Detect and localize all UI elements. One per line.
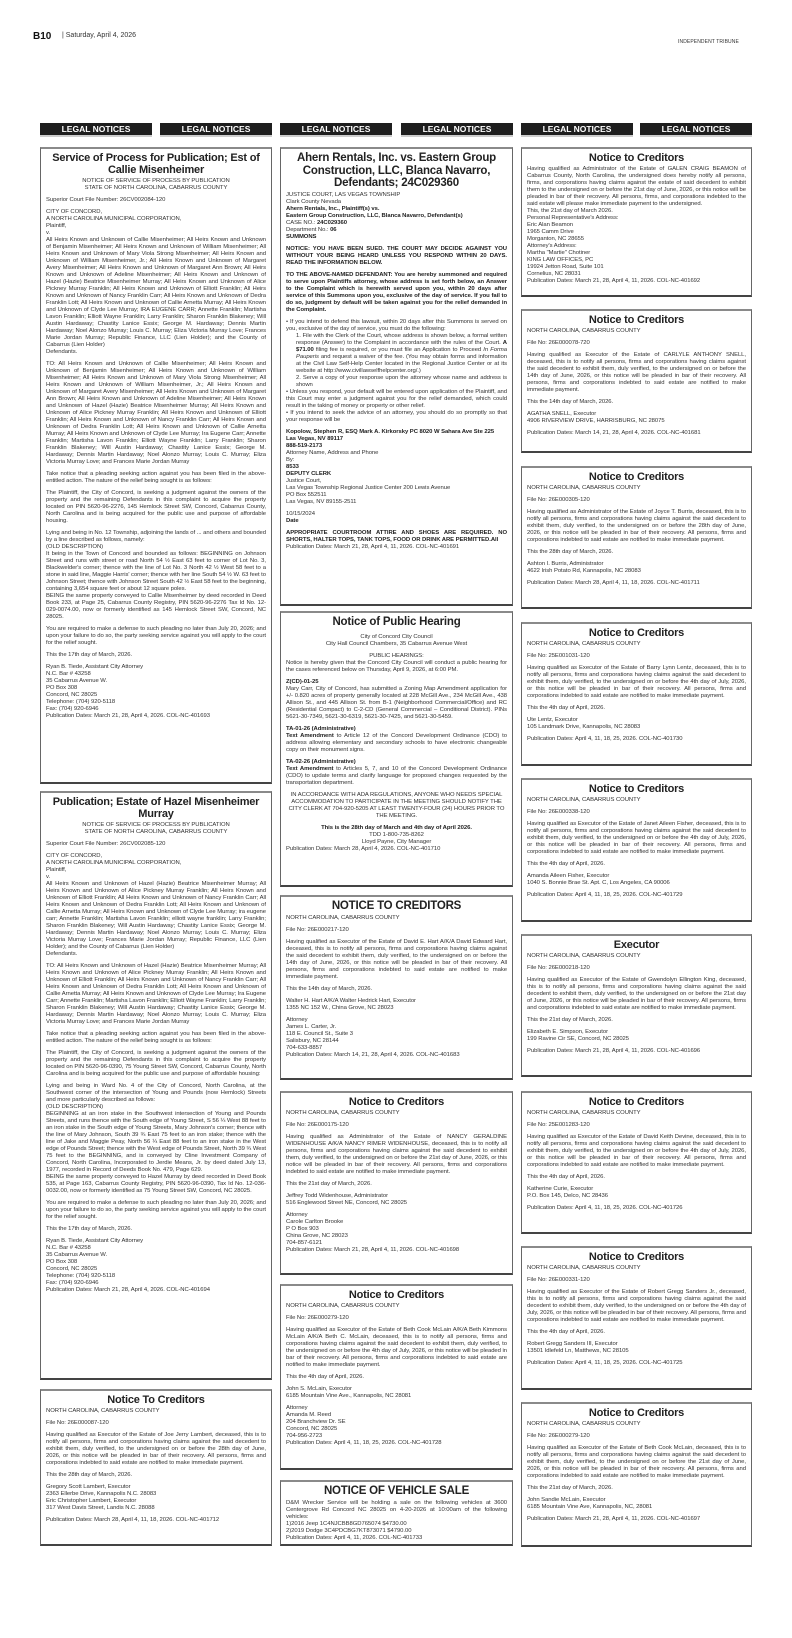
notice-paragraph: The Plaintiff, the City of Concord, is seeking a judgment against the owners of the property and the remaining Defendants in this complaint to acquire the property located on PIN 5620-96-2276, 145 Hemlock Street SW, Concord, Cabarrus County, North Carolina and is being acquired for the public use and purpose of affordable housing.: [46, 490, 266, 524]
notice-paragraph: File No: 26E000338-120: [527, 809, 590, 815]
text-run: Kopolow, Stephen R, ESQ Mark A. Kirkorsky PC 8020 W Sahara Ave Ste 225 Las Vegas, NV 89117 888-519-2173: [286, 428, 495, 449]
text-run: Date: [286, 517, 299, 524]
notice-paragraph: NORTH CAROLINA, CABARRUS COUNTY: [527, 1265, 641, 1271]
notice-paragraph: Superior Court File Number: 26CV002084-120: [46, 197, 166, 203]
notice-paragraph: [286, 511, 507, 525]
notice-paragraph: [286, 759, 507, 787]
notice-paragraph: Jeffrey Todd Widenhouse, Administrator 516 Englewood Street NE, Concord, NC 28025: [286, 1193, 408, 1206]
legal-notice: [521, 309, 752, 453]
notice-paragraph: This the 4th day of April, 2026.: [527, 705, 605, 711]
text-run: 8533 DEPUTY CLERK: [286, 463, 332, 477]
notice-paragraph: Publication Dates: March 28, April 4, 2026. COL-NC-401710: [286, 845, 441, 852]
notice-paragraph: Take notice that a pleading seeking action against you has been filed in the above-entitled action. The nature of the relief being sought is as follows:: [46, 1031, 266, 1044]
text-run: to Article 12 of the Concord Development Ordinance (CDO) to address allowing elementary and secondary schools to have electronic changeable copy on their monument signs.: [286, 732, 507, 753]
text-run: 1. File with the Clerk of the Court, whose address is shown below, a formal written response (Answer) to the Complaint in accordance with the rules of the Court.: [296, 332, 507, 346]
legal-notice: [280, 611, 513, 887]
notice-paragraph: NORTH CAROLINA, CABARRUS COUNTY: [286, 914, 400, 921]
notice-paragraph: NOTICE: YOU HAVE BEEN SUED. THE COURT MAY DECIDE AGAINST YOU WITHOUT YOUR BEING HEARD UNLESS YOU RESPOND WITHIN 20 DAYS. READ THE INFORMATION BELOW.: [286, 245, 507, 266]
notice-paragraph: [286, 825, 507, 846]
notice-title: Notice to Creditors: [588, 1407, 685, 1419]
notice-title: Ahern Rentals, Inc. vs. Eastern Group Construction, LLC, Blanca Navarro, Defendants; 24C029360: [296, 152, 497, 189]
notice-paragraph: Publication Dates: April 4, 11, 18, 25, 2026. COL-NC-401725: [527, 1360, 683, 1366]
notice-paragraph: John S. McLain, Executor 6185 Mountain Vine Ave., Kannapolis, NC 28081: [286, 1386, 412, 1399]
notice-paragraph: This the 28th day of March, 2026.: [46, 1472, 133, 1478]
notice-paragraph: This the 4th day of April, 2026.: [527, 1174, 605, 1180]
notice-paragraph: 2. Serve a copy of your response upon the attorney whose name and address is shown: [296, 374, 507, 388]
notice-paragraph: IN ACCORDANCE WITH ADA REGULATIONS, ANYONE WHO NEEDS SPECIAL ACCOMMODATION TO PARTICIPATE IN THE MEETING SHOULD NOTIFY THE CITY CLERK AT 704-920-5205 AT LEAST TWENTY-FOUR (24) HOURS PRIOR TO THE MEETING.: [288, 791, 505, 819]
notice-paragraph: • If you intend to defend this lawsuit, within 20 days after this Summons is served on you, exclusive of the day of service, you must do the following:: [286, 318, 507, 332]
notice-paragraph: [286, 333, 507, 375]
notice-paragraph: NOTICE OF SERVICE OF PROCESS BY PUBLICATION STATE OF NORTH CAROLINA, CABARRUS COUNTY: [82, 178, 230, 191]
notice-paragraph: AGATHA SNELL, Executor 4906 RIVERVIEW DRIVE, HARRISBURG, NC 28075: [527, 411, 665, 424]
notice-title: NOTICE OF VEHICLE SALE: [323, 1485, 470, 1497]
text-run: A $71.00: [296, 339, 507, 353]
notice-paragraph: Walter H. Hart A/K/A Walter Hedrick Hart, Executor 1355 NC 152 W., China Grove, NC 28023: [286, 997, 416, 1011]
notice-paragraph: Publication Dates: March 28, April 4, 11, 18, 2026. COL-NC-401711: [527, 580, 700, 586]
notice-paragraph: PUBLIC HEARINGS:: [369, 652, 424, 659]
text-run: TDD 1-800-735-8262 Lloyd Payne, City Manager: [361, 831, 432, 845]
notice-paragraph: Publication Dates: March 14, 21, 28, April 4, 2026. COL-NC-401681: [527, 430, 701, 436]
section-bar-legal-notices: LEGAL NOTICES: [521, 123, 633, 135]
section-bar-legal-notices: LEGAL NOTICES: [640, 123, 752, 135]
legal-notice: [280, 1480, 513, 1546]
notice-paragraph: NORTH CAROLINA, CABARRUS COUNTY: [286, 1110, 400, 1116]
notice-paragraph: You are required to make a defense to such pleading no later than July 20, 2026; and upon your failure to do so, the party seeking service against you will apply to the court for the relief sought.: [46, 626, 266, 646]
notice-paragraph: John Sandie McLain, Executor 6185 Mountain Vine Ave, Kannapolis, NC, 28081: [527, 1497, 653, 1510]
notice-paragraph: Publication Dates: March 28, April 4, 11, 18, 2026. COL-NC-401712: [46, 1517, 220, 1523]
notice-paragraph: Publication Dates: April 4, 11, 18, 25, 2026. COL-NC-401726: [527, 1205, 683, 1211]
notice-paragraph: Attorney Amanda M. Reed 204 Branchview Dr. SE Concord, NC 28025 704-956-2723 Publication Dates: April 4, 11, 18, 25, 2026. COL-NC-401728: [286, 1405, 442, 1446]
notice-paragraph: NORTH CAROLINA, CABARRUS COUNTY: [527, 953, 641, 959]
notice-paragraph: • Unless you respond, your default will be entered upon application of the Plaintiff, and this Court may enter a judgment against you for the relief demanded, which could result in the taking of money or property or other relief. • If you intend to seek the advice of an attorney, you should do so promptly so that your response will be: [286, 388, 507, 423]
text-run: TA-01-26 (Administrative) Text Amendment: [286, 725, 356, 739]
notice-paragraph: NORTH CAROLINA, CABARRUS COUNTY: [527, 485, 641, 491]
notice-paragraph: Amanda Aileen Fisher, Executor 1040 S. Bonnie Brae St. Apt. C, Los Angeles, CA 90006: [527, 873, 670, 886]
section-bar-legal-notices: LEGAL NOTICES: [40, 123, 152, 135]
notice-paragraph: File No: 26E000087-120: [46, 1420, 109, 1426]
text-run: 06: [330, 226, 337, 233]
notice-paragraph: Having qualified as Executor of the Estate of Janet Aileen Fisher, deceased, this is to notify all persons, firms and corporations having claims against the said decedent to exhibit them, duly verified, to the undersigned on or before the 4th day of July, 2026, or this notice will be pleaded in bar of their recovery. All persons, firms and corporations indebted to said estate are notified to make immediate payment.: [527, 821, 746, 855]
notice-title: Notice To Creditors: [107, 1394, 205, 1406]
notice-paragraph: Elizabeth E. Simpson, Executor 199 Ravine Cir SE, Concord, NC 28025: [527, 1029, 629, 1042]
legal-notice: [280, 147, 513, 606]
notice-paragraph: Take notice that a pleading seeking action against you has been filed in the above-entitled action. The nature of the relief being sought is as follows:: [46, 471, 266, 484]
notice-paragraph: Publication Dates: April 4, 11, 18, 25, 2026. COL-NC-401730: [527, 736, 683, 742]
notice-paragraph: This the 4th day of April, 2026.: [527, 861, 605, 867]
notice-paragraph: Having qualified as Executor of the Estate of Robert Gregg Sanders Jr., deceased, this is to notify all persons, firms and corporations having claims against the said decedent to exhibit them, duly verified, to the undersigned on or before the 4th day of July, 2026, or this notice will be pleaded in bar of their recovery. All persons, firms and corporations indebted to said estate are notified to make immediate payment.: [527, 1289, 746, 1323]
notice-paragraph: This the 28th day of March, 2026.: [527, 549, 614, 555]
legal-notice: [40, 1389, 272, 1546]
notice-paragraph: NORTH CAROLINA, CABARRUS COUNTY: [527, 1110, 641, 1116]
text-run: Ahern Rentals, Inc., Plaintiff(s) vs. Eastern Group Construction, LLC, Blanca Navarro, Defendant(s): [286, 205, 463, 219]
notice-paragraph: File No: 26E000175-120: [286, 1122, 349, 1128]
notice-title: Notice to Creditors: [348, 1289, 445, 1301]
notice-title: Notice to Creditors: [588, 627, 685, 639]
text-run: and request a waiver of the fee. (You may obtain forms and information at the Civil Law Self-Help Center located in the Regional Justice Center or at its website at http://www.civillawselfhelpcenter.org/.): [296, 353, 507, 374]
notice-title: Notice to Creditors: [588, 1096, 685, 1108]
notice-paragraph: This the 21st day of March, 2026.: [527, 1485, 613, 1491]
text-run: filing fee is required, or you must file an Application to Proceed: [313, 346, 484, 353]
text-run: In Forma Pauperis: [296, 346, 507, 360]
notice-paragraph: Having qualified as Administrator of the Estate of NANCY GERALDINE WIDENHOUSE A/K/A NANCY RIMER WIDENHOUSE, deceased, this is to notify all persons, firms and corporations having claims against the said decedent to exhibit them, duly verified, to the undersigned on or before the 21st day of June, 2026, or this notice will be pleaded in bar of their recovery. All persons, firms and corporations indebted to said estate are notified to make immediate payment.: [286, 1134, 507, 1175]
notice-title: Service of Process for Publication; Est of Callie Misenheimer: [52, 152, 260, 176]
notice-paragraph: File No: 26E000217-120: [286, 926, 349, 933]
notice-paragraph: This the 4th day of April, 2026.: [527, 1329, 605, 1335]
notice-paragraph: This the 21st day of March, 2026.: [527, 1017, 613, 1023]
notice-paragraph: Having qualified as Executor of the Estate of CARLYLE ANTHONY SNELL, deceased, this is to notify all persons, firms and corporations having claims against the said decedent to exhibit them, duly verified, to the undersigned on or before the 14th day of June, 2026, or this notice will be pleaded in bar of their recovery. All persons, firms and corporations indebted to said estate are notified to make immediate payment.: [527, 352, 746, 393]
text-run: SUMMONS: [286, 233, 317, 240]
notice-paragraph: NORTH CAROLINA, CABARRUS COUNTY: [46, 1408, 160, 1414]
notice-paragraph: File No: 25E001031-120: [527, 653, 590, 659]
text-run: 10/15/2024: [286, 510, 315, 517]
notice-paragraph: Publication Dates: April 4, 11, 18, 25, 2026. COL-NC-401729: [527, 892, 683, 898]
legal-notice: [521, 622, 752, 766]
text-run: This is the 28th day of March and 4th day of April 2026.: [321, 824, 472, 831]
text-run: TA-02-26 (Administrative) Text Amendment: [286, 758, 356, 772]
text-run: Justice Court, Las Vegas Township Regional Justice Center 200 Lewis Avenue PO Box 552511 Las Vegas, NV 89155-2511: [286, 477, 451, 505]
notice-paragraph: TO: All Heirs Known and Unknown of Callie Misenheimer; All Heirs Known and Unknown of Benjamin Misenheimer; All Heirs Known and Unknown of William Misenheimer; All Heirs Known and Unknown of Mary Viola Strong Misenheimer; All Heirs Known and Unknown of William Misenheimer, Jr.; All Heirs Known and Unknown of Margaret Avery Misenheimer; All Heirs Known and Unknown of Margaret Ann Brown; All Heirs Known and Unknown of Adeline Misenheimer; All Heirs Known and Unknown of Hazel (Hazie) Beatrice Misenheimer Murray; All Heirs Known and Unknown of Alice Pickney Murray Franklin; All Heirs Known and Unknown of Elliott Franklin; All Heirs Known and Unknown of Nancy Franklin Carr; All Heirs Known and Unknown of Dedra Franklin Lott; All Heirs Known and Unknown of Callie Arnetta Murray; All Heirs Known and Unknown of Clyde Lee Murray; Ira Eugene Carr; Annette Franklin; Martisha Lavon Franklin; Elliott Wayne Franklin; Larry Franklin; Sharon Franklin Blakeney; Will Austin Hardaway; Chastity Lanice Essix; George M. Hardaway; Dennis Martin Hardaway; Noel Alonzo Murray; Louis C. Murray; Eliza Victoria Murray Love; and Frances Marie Jordan Murray: [46, 361, 266, 465]
legal-notice: [40, 147, 272, 784]
notice-title: NOTICE TO CREDITORS: [331, 900, 462, 912]
notice-paragraph: City of Concord City Council City Hall Council Chambers, 35 Cabarrus Avenue West: [325, 633, 468, 647]
notice-paragraph: Ryan B. Tiede, Assistant City Attorney N.C. Bar # 43258 35 Cabarrus Avenue W. PO Box 308 Concord, NC 28025 Telephone: (704) 920-5118 Fax: (704) 920-6946 Publication Dates: March 21, 28, April 4, 2026. COL-NC-401693: [46, 664, 210, 719]
notice-paragraph: Lying and being in No. 12 Township, adjoining the lands of ... and others and bounded by a line described as follows, namely: (OLD DESCRIPTION) It being in the Town of Concord and bounded as follows: BEGINNING on Johnson Street and runs with street or road North 54 ½ East 63 feet to corner of Lot No. 3, Blackwelder's corner; thence with the line of Lot No. 3 North 42 ½ West 58 feet to a stone in said line, Maggie Harris' corner; thence with her line South 54 ½ W. 63 feet to Johnson Street; thence with Johnson Street South 42 ½ East 58 feet to the beginning, containing 3,654 square feet or about 12 square poles. BEING the same property conveyed to Callie Misenheimer by deed recorded in Deed Book 233, at Page 25, Cabarrus County Registry, PIN 5620-96-2276 Tax Id No. 12-029-0074.00, now or formerly identified as 145 Hemlock Street SW, Concord, NC 28025.: [46, 530, 266, 620]
notice-paragraph: File No: 26E000279-120: [527, 1433, 590, 1439]
notice-paragraph: [286, 192, 507, 241]
legal-notice: [521, 934, 752, 1077]
notice-paragraph: File No: 25E001283-120: [527, 1122, 590, 1128]
legal-notice: [280, 895, 513, 1080]
notice-paragraph: Having qualified as Executor of the Estate of David E. Hart A/K/A David Edward Hart, deceased, this is to notify all persons, firms and corporations having claims against the said decedent to exhibit them, duly verified, to the undersigned on or before the 14th day of June, 2026, or this notice will be pleaded in bar of their recovery. All persons, firms and corporations indebted to said estate are notified to make immediate payment.: [286, 938, 507, 980]
notice-paragraph: [286, 726, 507, 754]
notice-paragraph: Publication Dates: March 21, 28, April 4, 11, 2026. COL-NC-401696: [527, 1048, 701, 1054]
notice-paragraph: TO THE ABOVE-NAMED DEFENDANT: You are hereby summoned and required to serve upon Plaintiffs attorney, whose address is set forth below, an Answer to the Complaint which is herewith served upon you, within 20 days after service of this Summons upon you, exclusive of the day of service. If you fail to do so, judgment by default will be taken against you for the relief demanded in the Complaint.: [286, 271, 507, 313]
text-run: 24C029360: [316, 219, 347, 226]
notice-paragraph: Gregory Scott Lambert, Executor 2363 Ellerbe Drive, Kannapolis N.C. 28083 Eric Christopher Lambert, Executor 317 West Davis Street, Landis N.C. 28088: [46, 1484, 157, 1511]
notice-title: Notice of Public Hearing: [332, 616, 461, 628]
legal-notice: [521, 1402, 752, 1547]
page-number: B10: [33, 31, 52, 42]
notice-paragraph: Having qualified as Executor of the Estate of David Keith Devine, deceased, this is to notify all persons, firms and corporations having claims against the said decedent to exhibit them, duly verified, to the undersigned on or before the 4th day of July, 2026, or this notice will be pleaded in bar of their recovery. All persons, firms and corporations indebted to said estate are notified to make immediate payment.: [527, 1134, 746, 1168]
notice-paragraph: [286, 679, 507, 721]
text-run: CASE NO.:: [286, 219, 317, 226]
notice-paragraph: Having qualified as Administrator of the Estate of Joyce T. Burris, deceased, this is to notify all persons, firms and corporations having claims against the said decedent to exhibit them, duly verified, to the undersigned on or before the 28th day of June, 2026, or this notice will be pleaded in bar of their recovery. All persons, firms and corporations indebted to said estate are notified to make immediate payment.: [527, 509, 746, 543]
text-run: Attorney Name, Address and Phone By:: [286, 449, 379, 463]
notice-paragraph: This the 17th day of March, 2026.: [46, 1226, 133, 1232]
notice-paragraph: File No: 26E000331-120: [527, 1277, 590, 1283]
newspaper-name: INDEPENDENT TRIBUNE: [678, 39, 739, 45]
legal-notice: [521, 1091, 752, 1234]
text-run: Publication Dates: March 21, 28, April 4, 11, 2026. COL-NC-401691: [286, 543, 460, 550]
notice-paragraph: TO: All Heirs Known and Unknown of Hazel (Hazie) Beatrice Misenheimer Murray; All Heirs Known and Unknown of Alice Pickney Murray Franklin; All Heirs Known and Unknown of Elliott Franklin; All Heirs Known and Unknown of Nancy Franklin Carr; All Heirs Known and Unknown of Dedra Franklin Lott; All Heirs Known and Unknown of Callie Arnetta Murray; All Heirs Known and Unknown of Clyde Lee Murray; Ira Eugene Carr; Annette Franklin; Martisha Lavon Franklin; Elliott Wayne Franklin; Larry Franklin; Sharon Franklin Blakeney; Will Austin Hardaway; Chastity Lanice Essix; George M. Hardaway; Dennis Martin Hardaway; Noel Alonzo Murray; Louis C. Murray; Eliza Victoria Murray Love; and Frances Marie Jordan Murray: [46, 963, 266, 1025]
notice-paragraph: Having qualified as Executor of the Estate of Barry Lynn Lentz, deceased, this is to notify all persons, firms and corporations having claims against the said decedent to exhibit them, duly verified, to the undersigned on or before the 4th day of July, 2026, or this notice will be pleaded in bar of their recovery. All persons, firms and corporations indebted to said estate are notified to make immediate payment.: [527, 665, 746, 699]
notice-paragraph: This the 17th day of March, 2026.: [46, 652, 133, 658]
text-run: Department No.:: [286, 226, 329, 233]
notice-paragraph: Robert Gregg Sanders III, Executor 13501 Idlefeld Ln, Matthews, NC 28105: [527, 1341, 629, 1354]
notice-paragraph: Having qualified as Executor of the Estate of Beth Cook McLain, deceased, this is to notify all persons, firms and corporations having claims against the said decedent to exhibit them, duly verified, to the undersigned on or before the 21st day of June, 2026, or this notice will be pleaded in bar of their recovery. All persons, firms and corporations indebted to said estate are notified to make immediate payment.: [527, 1445, 746, 1479]
legal-notice: [521, 147, 752, 297]
notice-title: Notice to Creditors: [588, 314, 685, 326]
notice-paragraph: The Plaintiff, the City of Concord, is seeking a judgment against the owners of the property and the remaining Defendants in this complaint to acquire the property located on PIN 5620-96-0390, 75 Young Street SW, Concord, Cabarrus County, North Carolina and is being acquired for the public use and purpose of affordable housing:: [46, 1050, 266, 1077]
notice-paragraph: CITY OF CONCORD, A NORTH CAROLINA MUNICIPAL CORPORATION, Plaintiff, v. All Heirs Known and Unknown of Callie Misenheimer; All Heirs Known and Unknown of Benjamin Misenheimer; All Heirs Known and Unknown of William Misenheimer; All Heirs Known and Unknown of Mary Viola Strong Misenheimer; All Heirs Known and Unknown of William Misenheimer, Jr.; All Heirs Known and Unknown of Margaret Avery Misenheimer; All Heirs Known and Unknown of Margaret Ann Brown; All Heirs Known and Unknown of Adeline Misenheimer; All Heirs Known and Unknown of Hazel (Hazie) Beatrice Misenheimer Murray; All Heirs Known and Unknown of Alice Pickney Murray Franklin; All Heirs Known and Unknown of Elliott Franklin; All Heirs Known and Unknown of Nancy Franklin Carr; All Heirs Known and Unknown of Dedra Franklin Lott; All Heirs Known and Unknown of Callie Arnetta Murray; All Heirs Known and Unknown of Clyde Lee Murray; IRA EUGENE CARR; Annette Franklin; Martisha Lavon Franklin; Elliott Wayne Franklin; Larry Franklin; Sharon Franklin Blakeney; Will Austin Hardaway; Chastity Lanice Essix; George M. Hardaway; Dennis Martin Hardaway; Noel Alonzo Murray; Louis C. Murray; Eliza Victoria Murray Love; Frances Marie Jordan Murray; Republic Finance, LLC (Lien Holder); and the County of Cabarrus (Lien Holder) Defendants.: [46, 209, 266, 355]
notice-title: Notice to Creditors: [588, 783, 685, 795]
notice-paragraph: Ute Lentz, Executor 105 Landmark Drive, Kannapolis, NC 28083: [527, 717, 641, 730]
notice-title: Executor: [613, 939, 660, 951]
notice-paragraph: Lying and being in Ward No. 4 of the City of Concord, North Carolina, at the Southwest corner of the intersection of Young and Pounds (now Hemlock) Streets and more particularly described as follows: (OLD DESCRIPTION) BEGINNING at an iron stake in the Southwest intersection of Young and Pounds Streets, and runs thence with the South edge of Young Street, S 56 ¼ West 88 feet to an iron stake in the South edge of Young Streets, Mary Johnson's corner; thence with the line of Mary Johnson, South 39 ¾ East 75 feet to an iron stake; thence with the line of Jake and Maggie Peay, North 56 ¼ East 88 feet to an iron stake in the West edge of Pounds Street; thence with the West edge of Pounds Street, North 39 ¾ West 75 feet to the BEGINNING, and is conveyed by Cline Investment Company of Concord, North Carolina, Incorporated to Jerdie Means, Jr. by deed dated July 13, 1977, recorded in Record of Deeds Book No. 479, Page 629. BEING the same property conveyed to Hazel Murray by deed recorded in Deed Book 535, at Page 163, Cabarrus County Registry, PIN 5620-96-0390, Tax Id No. 12-036-0032.00, now or formerly identified as 75 Young Street SW, Concord, NC 28025.: [46, 1083, 266, 1194]
notice-paragraph: NORTH CAROLINA, CABARRUS COUNTY: [527, 1421, 641, 1427]
notice-paragraph: Katherine Curie, Executor P.O. Box 145, Delco, NC 28436: [527, 1186, 608, 1199]
notice-paragraph: [286, 429, 507, 506]
text-run: APPROPRIATE COURTROOM ATTIRE AND SHOES ARE REQUIRED. NO SHORTS, HALTER TOPS, TANK TOPS, FOOD OR DRINK ARE PERMITTED.All: [286, 529, 507, 543]
notice-title: Notice to Creditors: [588, 1251, 685, 1263]
legal-notice: [521, 1246, 752, 1390]
notice-paragraph: Having qualified as Executor of the Estate of Beth Cook McLain A/K/A Beth Kimmons McLain A/K/A Beth C. McLain, deceased, this is to notify all persons, firms and corporations having claims against the said decedent to exhibit them, duly verified, to the undersigned on or before the 4th day of July, 2026, or this notice will be pleaded in bar of their recovery. All persons, firms and corporations indebted to said estate are notified to make immediate payment.: [286, 1327, 507, 1368]
notice-paragraph: NORTH CAROLINA, CABARRUS COUNTY: [527, 797, 641, 803]
notice-paragraph: NORTH CAROLINA, CABARRUS COUNTY: [286, 1303, 400, 1309]
notice-paragraph: D&M Wrecker Service will be holding a sale on the following vehicles at 3600 Centergrove Rd Concord NC 28025 on 4-20-2026 at 10:00am of the following vehicles: 1)2016 Jeep 1C4NJCBB8GD765074 $4730.00 2)2019 Dodge 3C4PDCBG7KT873071 $4790.00 Publication Dates: April 4, 11, 2026. COL-NC-401733: [286, 1499, 507, 1541]
notice-paragraph: Notice is hereby given that the Concord City Council will conduct a public hearing for the cases referenced below on Thursday, April 9, 2026, at 6:00 PM.: [286, 659, 507, 673]
section-bar-legal-notices: LEGAL NOTICES: [280, 123, 392, 135]
notice-paragraph: NORTH CAROLINA, CABARRUS COUNTY: [527, 641, 641, 647]
notice-title: Notice to Creditors: [348, 1096, 445, 1108]
legal-notice: [521, 466, 752, 609]
notice-paragraph: You are required to make a defense to such pleading no later than July 20, 2026; and upon your failure to do so, the party seeking service against you will apply to the court for the relief sought.: [46, 1200, 266, 1220]
notice-paragraph: [286, 530, 507, 551]
notice-paragraph: NOTICE OF SERVICE OF PROCESS BY PUBLICATION STATE OF NORTH CAROLINA, CABARRUS COUNTY: [82, 822, 230, 835]
text-run: Z(CD)-01-25: [286, 678, 319, 685]
legal-notice: [521, 778, 752, 922]
legal-notice: [40, 791, 272, 1380]
notice-paragraph: Ashton I. Burris, Administrator 4622 Irish Potato Rd, Kannapolis, NC 28083: [527, 561, 641, 574]
text-run: to Articles 5, 7, and 10 of the Concord Development Ordinance (CDO) to update terms and clarify language for proposed changes requested by the transportation department.: [286, 765, 508, 786]
notice-paragraph: This the 4th day of April, 2026.: [286, 1374, 364, 1380]
notice-paragraph: This the 21st day of March, 2026.: [286, 1181, 372, 1187]
notice-paragraph: Attorney Carole Carlton Brooke P O Box 903 China Grove, NC 28023 704-857-6121 Publication Dates: March 21, 28, April 4, 11, 2026. COL-NC-401698: [286, 1212, 460, 1253]
notice-paragraph: File No: 26E000218-120: [527, 965, 590, 971]
legal-notice: [280, 1284, 513, 1470]
notice-paragraph: This the 14th day of March, 2026.: [527, 399, 614, 405]
notice-paragraph: Having qualified as Executor of the Estate of Joe Jerry Lambert, deceased, this is to notify all persons, firms and corporations having claims against the said decedent to exhibit them, duly verified, to the undersigned on or before the 28th day of June, 2026, or this notice will be pleaded in bar of their recovery. All persons, firms and corporations indebted to said estate are notified to make immediate payment.: [46, 1432, 266, 1466]
notice-paragraph: Ryan B. Tiede, Assistant City Attorney N.C. Bar # 43258 35 Cabarrus Avenue W. PO Box 308 Concord, NC 28025 Telephone: (704) 920-5118 Fax: (704) 920-6946 Publication Dates: March 21, 28, April 4, 2026. COL-NC-401694: [46, 1238, 210, 1293]
notice-paragraph: File No: 26E000305-120: [527, 497, 590, 503]
notice-title: Notice to Creditors: [588, 152, 685, 164]
notice-paragraph: Superior Court File Number: 26CV002085-120: [46, 841, 166, 847]
section-bar-legal-notices: LEGAL NOTICES: [160, 123, 272, 135]
legal-notice: [280, 1091, 513, 1275]
notice-paragraph: NORTH CAROLINA, CABARRUS COUNTY: [527, 328, 641, 334]
notice-paragraph: This the 14th day of March, 2026.: [286, 985, 373, 992]
notice-paragraph: Having qualified as Administrator of the Estate of GALEN CRAIG BEAMON of Cabarrus County, North Carolina, the undersigned does hereby notify all persons, firms, and corporations having claims against the estate of said decedent to exhibit them to the undersigned on or before the 21st day of June, 2026, or this notice will be pleaded in bar of their recovery. All persons, firms, and corporations indebted to the said estate will please make immediate payment to the undersigned.: [527, 166, 746, 207]
notice-paragraph: Publication Dates: March 21, 28, April 4, 11, 2026. COL-NC-401697: [527, 1516, 701, 1522]
notice-paragraph: File No: 26E000279-120: [286, 1315, 349, 1321]
notice-paragraph: Attorney James L. Carter, Jr. 118 E. Council St., Suite 3 Salisbury, NC 28144 704-633-8857 Publication Dates: March 14, 21, 28, April 4, 2026. COL-NC-401683: [286, 1016, 460, 1058]
notice-paragraph: This, the 21st day of March 2026. Personal Representative's Address: Eric Alan Beamon 1965 Camm Drive Morganton, NC 28655 Attorney's Address: Martha "Martie" Chotiner KING LAW OFFICES, PC 19924 Jetton Road, Suite 101 Cornelius, NC 28031 Publication Dates: March 21, 28, April 4, 11, 2026. COL-NC-401692: [527, 208, 701, 284]
text-run: JUSTICE COURT, LAS VEGAS TOWNSHIP Clark County Nevada: [286, 191, 401, 205]
section-bar-legal-notices: LEGAL NOTICES: [401, 123, 513, 135]
notice-title: Publication; Estate of Hazel Misenheimer Murray: [52, 796, 260, 820]
notice-paragraph: Having qualified as Executor of the Estate of Gwendolyn Ellington King, deceased, this is to notify all persons, firms and corporations having claims against the said decedent to exhibit them, duly verified, to the undersigned on or before the 21st day of June, 2026, or this notice will be pleaded in bar of their recovery. All persons, firms and corporations indebted to said estate are notified to make immediate payment.: [527, 977, 746, 1011]
issue-date: | Saturday, April 4, 2026: [62, 32, 137, 39]
text-run: Mary Carr, City of Concord, has submitted a Zoning Map Amendment application for +/- 0.820 acres of property generally located at 228 McGill Ave., 234 McGill Ave., 438 Allison St., and 445 Allison St. from B-1 (Neighborhood Commercial/Office) and RC (Residential Compact) to C-2-CD (General Commercial – Conditional District). PINs 5621-30-7349, 5621-30-6319, 5621-30-7425, and 5621-30-5459.: [286, 685, 507, 720]
notice-paragraph: CITY OF CONCORD, A NORTH CAROLINA MUNICIPAL CORPORATION, Plaintiff, v. All Heirs Known and Unknown of Hazel (Hazie) Beatrice Misenheimer Murray; All Heirs Known and Unknown of Alice Pickney Murray Franklin; All Heirs Known and Unknown of Elliott Franklin; All Heirs Known and Unknown of Nancy Franklin Carr; All Heirs Known and Unknown of Dedra Franklin Lott; All Heirs Known and Unknown of Callie Arnetta Murray; All Heirs Known and Unknown of Clyde Lee Murray; ira eugene carr; Annette Franklin; Martisha Lavon Franklin; elliott wayne franklin; Larry Franklin; Sharon Franklin Blakeney; Will Austin Hardaway; Chastity Lanice Essix; George M. Hardaway; Dennis Martin Hardaway; Noel Alonzo Murray; Louis C. Murray; Eliza Victoria Murray Love; Frances Marie Jordan Murray; Republic Finance, LLC (Lien Holder); and the County of Cabarrus (Lien Holder) Defendants.: [46, 853, 266, 957]
notice-title: Notice to Creditors: [588, 471, 685, 483]
notice-paragraph: File No: 26E000078-720: [527, 340, 590, 346]
